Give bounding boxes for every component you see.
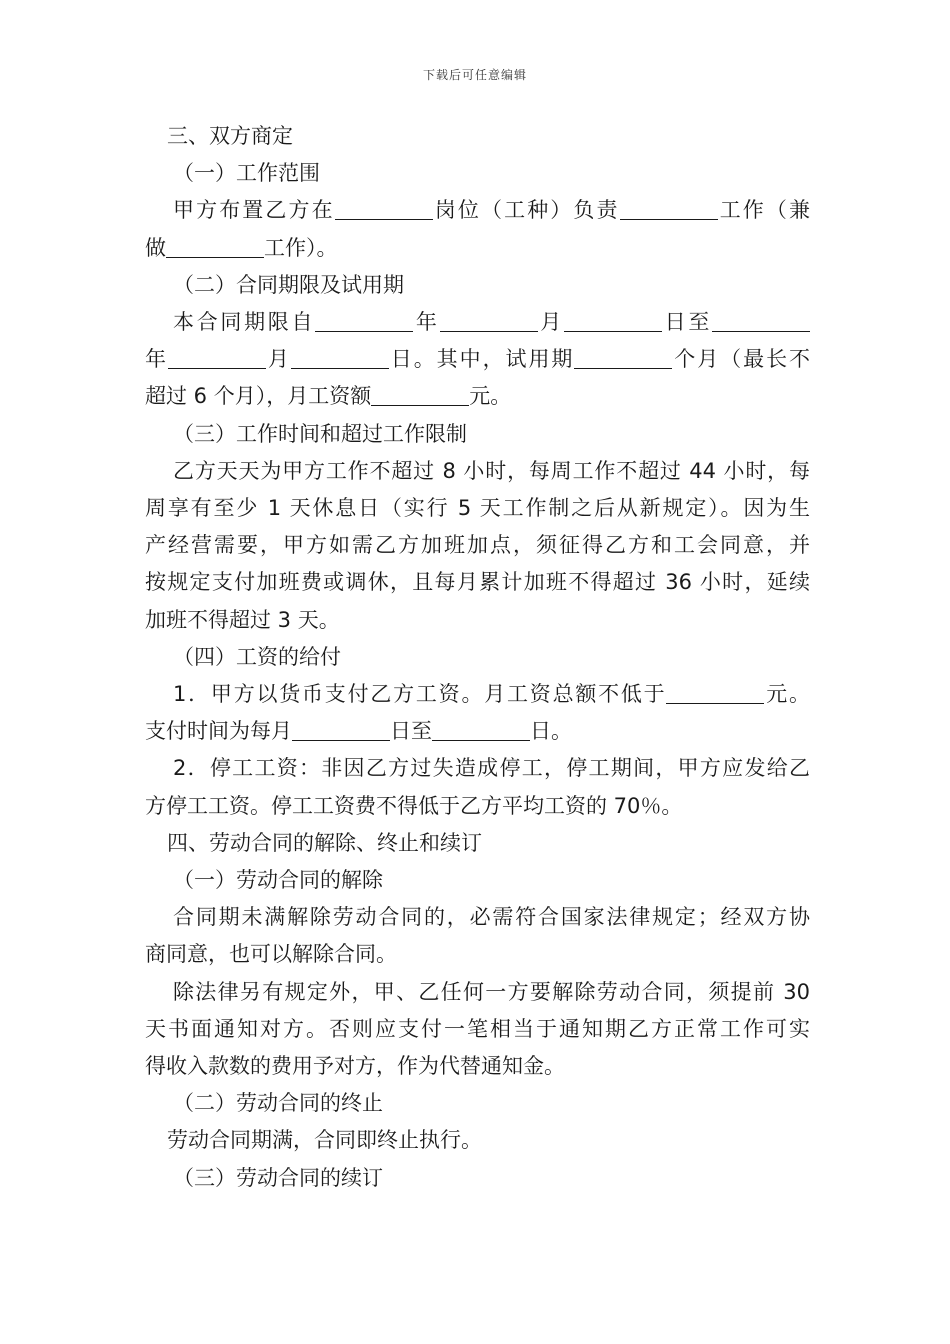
text-segment: 本合同期限自: [173, 310, 316, 335]
subsection-heading: （三）劳动合同的续订: [173, 1165, 383, 1190]
paragraph-line: 天书面通知对方。否则应支付一笔相当于通知期乙方正常工作可实: [145, 1016, 810, 1041]
fill-blank: [168, 346, 266, 369]
paragraph-line: 2．停工工资：非因乙方过失造成停工，停工期间，甲方应发给乙: [173, 756, 810, 781]
text-segment: 支付时间为每月: [145, 719, 292, 744]
section-heading: 四、劳动合同的解除、终止和续订: [167, 830, 482, 855]
text-segment: 月: [537, 310, 564, 335]
text-segment: 岗位（工种）负责: [432, 198, 620, 223]
paragraph-line: [145, 230, 810, 267]
text-segment: 日。其中，试用期: [388, 347, 575, 372]
text-segment: 元。: [469, 384, 512, 409]
section-heading: 三、双方商定: [167, 124, 293, 148]
paragraph-line: [145, 378, 810, 415]
paragraph-line: [145, 304, 810, 341]
fill-blank: [166, 235, 264, 258]
document-body: [145, 118, 810, 1197]
fill-blank: [440, 309, 538, 332]
paragraph-line: 加班不得超过 3 天。: [145, 607, 340, 632]
fill-blank: [292, 718, 390, 741]
fill-blank: [574, 346, 672, 369]
paragraph-line: 方停工工资。停工工资费不得低于乙方平均工资的 70％。: [145, 793, 683, 818]
paragraph-line: [145, 713, 810, 750]
paragraph-line: [145, 192, 810, 229]
subsection-heading: （二）合同期限及试用期: [173, 272, 404, 297]
text-segment: 个月（最长不: [672, 347, 810, 372]
paragraph-line: 合同期未满解除劳动合同的，必需符合国家法律规定；经双方协: [173, 905, 810, 930]
text-segment: 日至: [661, 310, 713, 335]
fill-blank: [564, 309, 662, 332]
subsection-heading: （一）劳动合同的解除: [173, 868, 383, 893]
text-segment: 超过 6 个月），月工资额: [145, 384, 372, 409]
paragraph-line: 按规定支付加班费或调休，且每月累计加班不得超过 36 小时，延续: [145, 570, 810, 595]
fill-blank: [432, 718, 530, 741]
paragraph-line: 产经营需要，甲方如需乙方加班加点，须征得乙方和工会同意，并: [145, 533, 810, 558]
fill-blank: [315, 309, 413, 332]
text-segment: 甲方布置乙方在: [173, 198, 335, 223]
paragraph-line: 周享有至少 1 天休息日（实行 5 天工作制之后从新规定）。因为生: [145, 496, 810, 521]
text-segment: 工作（兼: [717, 198, 810, 223]
text-segment: 1．甲方以货币支付乙方工资。月工资总额不低于: [173, 682, 667, 707]
text-segment: 做: [145, 235, 166, 260]
paragraph-line: 除法律另有规定外，甲、乙任何一方要解除劳动合同，须提前 30: [173, 979, 810, 1004]
subsection-heading: （四）工资的给付: [173, 644, 341, 669]
paragraph-line: [145, 676, 810, 713]
fill-blank: [371, 383, 469, 406]
paragraph-line: 得收入款数的费用予对方，作为代替通知金。: [145, 1054, 565, 1079]
text-segment: 工作）。: [264, 235, 338, 260]
text-segment: 日。: [530, 719, 572, 744]
subsection-heading: （一）工作范围: [173, 161, 320, 186]
page-header: 下载后可任意编辑: [422, 68, 527, 82]
fill-blank: [666, 681, 764, 704]
text-segment: 年: [413, 310, 440, 335]
fill-blank: [620, 197, 718, 220]
paragraph-line: 商同意，也可以解除合同。: [145, 942, 397, 967]
text-segment: 年: [145, 347, 168, 372]
paragraph-line: [145, 341, 810, 378]
text-segment: 日至: [390, 719, 432, 744]
fill-blank: [712, 309, 810, 332]
paragraph-line: 乙方天天为甲方工作不超过 8 小时，每周工作不超过 44 小时，每: [173, 458, 810, 483]
subsection-heading: （二）劳动合同的终止: [173, 1091, 383, 1116]
paragraph-line: 劳动合同期满，合同即终止执行。: [167, 1128, 482, 1153]
text-segment: 元。: [764, 682, 810, 707]
text-segment: 月: [265, 347, 291, 372]
subsection-heading: （三）工作时间和超过工作限制: [173, 421, 467, 446]
fill-blank: [291, 346, 389, 369]
fill-blank: [335, 197, 433, 220]
